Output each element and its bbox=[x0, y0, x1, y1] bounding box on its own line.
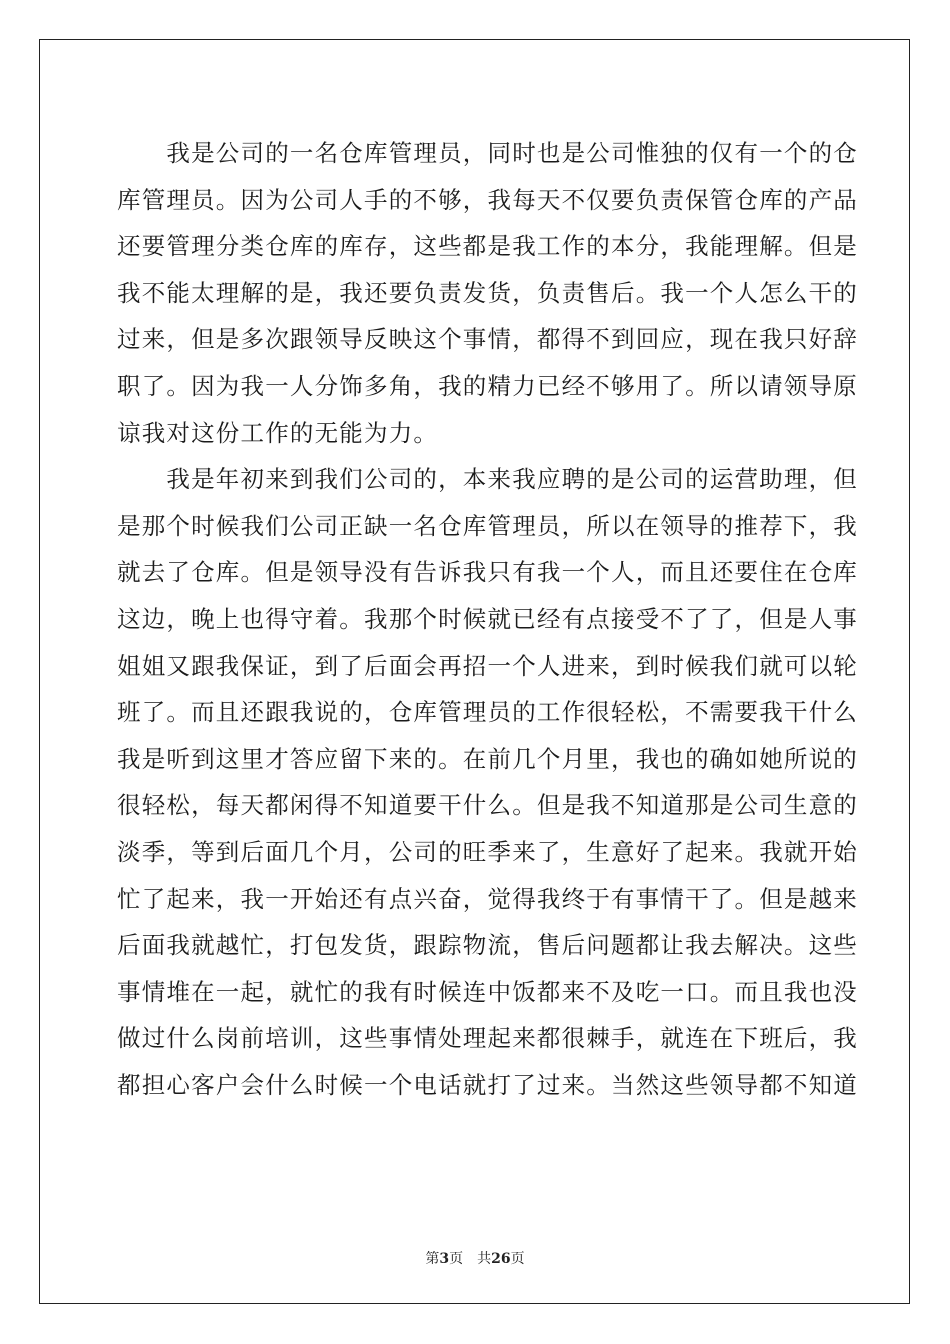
paragraph-1-line-1: 我是公司的一名仓库管理员，同时也是公司惟独的仅有一个的仓 bbox=[117, 139, 858, 167]
footer-middle: 页 共 bbox=[449, 1251, 492, 1267]
paragraph-1-line-5: 过来，但是多次跟领导反映这个事情，都得不到回应，现在我只好辞 bbox=[117, 325, 858, 354]
paragraph-2-line-2: 是那个时候我们公司正缺一名仓库管理员，所以在领导的推荐下，我 bbox=[117, 511, 858, 540]
paragraph-2-line-7: 我是听到这里才答应留下来的。在前几个月里，我也的确如她所说的 bbox=[117, 744, 858, 773]
footer-prefix: 第 bbox=[425, 1251, 440, 1267]
paragraph-2-line-9: 淡季，等到后面几个月，公司的旺季来了，生意好了起来。我就开始 bbox=[117, 837, 858, 866]
footer-suffix: 页 bbox=[510, 1251, 525, 1267]
paragraph-2-line-14: 都担心客户会什么时候一个电话就打了过来。当然这些领导都不知道 bbox=[117, 1070, 858, 1099]
paragraph-2-line-1: 我是年初来到我们公司的，本来我应聘的是公司的运营助理，但 bbox=[117, 465, 858, 494]
paragraph-1-line-2: 库管理员。因为公司人手的不够，我每天不仅要负责保管仓库的产品 bbox=[117, 185, 858, 214]
paragraph-2-line-4: 这边，晚上也得守着。我那个时候就已经有点接受不了了，但是人事 bbox=[117, 604, 858, 633]
paragraph-2-line-6: 班了。而且还跟我说的，仓库管理员的工作很轻松，不需要我干什么 bbox=[117, 698, 858, 727]
paragraph-2-line-12: 事情堆在一起，就忙的我有时候连中饭都来不及吃一口。而且我也没 bbox=[117, 977, 858, 1006]
paragraph-2-line-11: 后面我就越忙，打包发货，跟踪物流，售后问题都让我去解决。这些 bbox=[117, 931, 858, 960]
paragraph-1-line-4: 我不能太理解的是，我还要负责发货，负责售后。我一个人怎么干的 bbox=[117, 278, 858, 307]
paragraph-2-line-3: 就去了仓库。但是领导没有告诉我只有我一个人，而且还要住在仓库 bbox=[117, 558, 858, 587]
current-page-number: 3 bbox=[439, 1251, 450, 1267]
page-footer bbox=[0, 1248, 950, 1268]
paragraph-1-line-6: 职了。因为我一人分饰多角，我的精力已经不够用了。所以请领导原 bbox=[117, 371, 858, 400]
paragraph-1-line-7: 谅我对这份工作的无能为力。 bbox=[117, 418, 439, 447]
paragraph-1-line-3: 还要管理分类仓库的库存，这些都是我工作的本分，我能理解。但是 bbox=[117, 232, 858, 261]
paragraph-2-line-8: 很轻松，每天都闲得不知道要干什么。但是我不知道那是公司生意的 bbox=[117, 791, 858, 820]
total-page-count: 26 bbox=[491, 1251, 511, 1267]
paragraph-2-line-13: 做过什么岗前培训，这些事情处理起来都很棘手，就连在下班后，我 bbox=[117, 1024, 858, 1053]
document-body bbox=[117, 130, 858, 1108]
paragraph-2-line-5: 姐姐又跟我保证，到了后面会再招一个人进来，到时候我们就可以轮 bbox=[117, 651, 858, 680]
paragraph-2-line-10: 忙了起来，我一开始还有点兴奋，觉得我终于有事情干了。但是越来 bbox=[117, 884, 858, 913]
